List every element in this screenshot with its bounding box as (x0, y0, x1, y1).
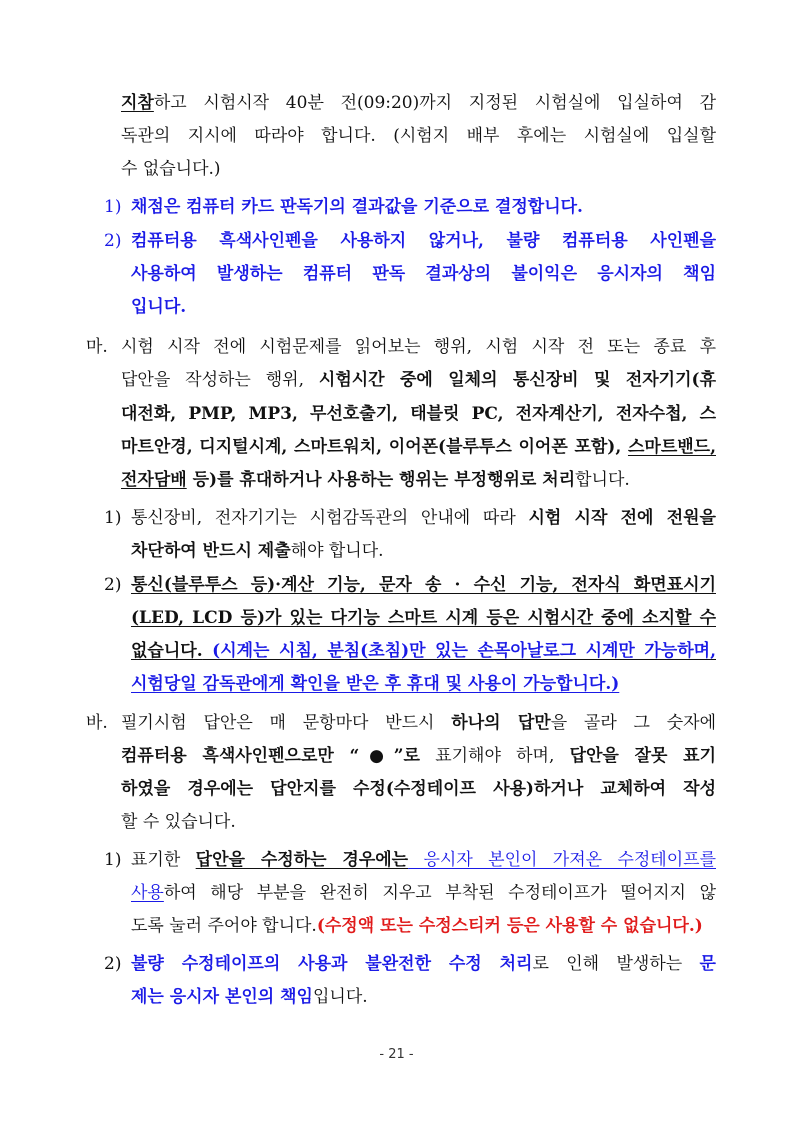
emphasis-text: 마트안경, 디지털시계, 스마트워치, 이어폰(블루투스 이어폰 포함), (121, 437, 628, 457)
ba-sub-2-number: 2) (104, 954, 122, 974)
emphasis-text: 시험 시작 전에 전원을 (528, 508, 716, 528)
intro-line-1 (121, 92, 716, 114)
body-text: 답안을 작성하는 행위, (121, 370, 319, 390)
intro-line-3: 수 없습니다.) (121, 159, 221, 179)
emphasis-text: 하나의 답만 (451, 713, 551, 733)
ba-sub-1-line-3 (131, 915, 703, 937)
item-2-line-2: 사용하여 발생하는 컴퓨터 판독 결과상의 불이익은 응시자의 책임 (131, 264, 716, 284)
item-2-line-1: 컴퓨터용 흑색사인펜을 사용하지 않거나, 불량 컴퓨터용 사인펜을 (131, 231, 716, 251)
intro-line-2: 독관의 지시에 따라야 합니다. (시험지 배부 후에는 시험실에 입실할 (121, 126, 716, 146)
ba-sub-1-line-2 (131, 882, 716, 904)
item-1-text: 채점은 컴퓨터 카드 판독기의 결과값을 기준으로 결정합니다. (131, 197, 583, 217)
body-text: 필기시험 답안은 매 문항마다 반드시 (121, 713, 452, 733)
ma-sub-2-line-1: 통신(블루투스 등)·계산 기능, 문자 송 · 수신 기능, 전자식 화면표시기 (131, 575, 716, 595)
section-ba-line-4: 할 수 있습니다. (121, 812, 236, 832)
notice-text: 사용 (131, 883, 164, 903)
emphasis-text: 등)를 휴대하거나 사용하는 행위는 부정행위로 처리 (186, 470, 576, 490)
section-ba-line-3: 하였을 경우에는 답안지를 수정(수정테이프 사용)하거나 교체하여 작성 (121, 779, 716, 799)
section-ba-line-2 (121, 745, 716, 767)
ba-sub-1-line-1 (131, 849, 716, 871)
body-text: 로 인해 발생하는 (532, 954, 700, 974)
body-text: 하고 시험시작 40분 전(09:20)까지 지정된 시험실에 입실하여 감 (153, 93, 716, 113)
ma-sub-2-line-4: 시험당일 감독관에게 확인을 받은 후 휴대 및 사용이 가능합니다.) (131, 674, 620, 694)
emphasis-text: 지참 (121, 93, 154, 113)
ba-sub-2-line-1 (131, 953, 716, 975)
item-2-line-3: 입니다. (131, 297, 187, 317)
ma-sub-2-line-3 (131, 640, 716, 662)
notice-text: 불량 수정테이프의 사용과 불완전한 수정 처리 (131, 954, 533, 974)
ma-sub-1-number: 1) (104, 508, 122, 528)
section-ma-line-1: 시험 시작 전에 시험문제를 읽어보는 행위, 시험 시작 전 또는 종료 후 (121, 337, 716, 357)
body-text: 해야 합니다. (290, 541, 384, 561)
page-number: - 21 - (379, 1047, 414, 1062)
emphasis-text: 없습니다. (131, 641, 203, 661)
warning-text: (수정액 또는 수정스티커 등은 사용할 수 없습니다.) (316, 916, 703, 936)
emphasis-text: 시험시간 중에 일체의 통신장비 및 전자기기(휴 (318, 370, 716, 390)
ma-sub-1-line-1 (131, 507, 716, 529)
section-ba-line-1 (121, 712, 716, 734)
emphasis-text: 컴퓨터용 흑색사인펜으로만 “●”로 (121, 746, 420, 766)
body-text: 합니다. (575, 470, 630, 490)
underlined-text: 전자담배 (121, 470, 187, 490)
body-text: 을 골라 그 숫자에 (550, 713, 716, 733)
ma-sub-2-line-2: (LED, LCD 등)가 있는 다기능 스마트 시계 등은 시험시간 중에 소지할 수 (131, 608, 716, 628)
underlined-text: 답안을 수정하는 경우에는 (195, 850, 409, 870)
section-ma-line-2 (121, 369, 716, 391)
body-text: 하여 해당 부분을 완전히 지우고 부착된 수정테이프가 떨어지지 않 (163, 883, 716, 903)
notice-text: 제는 응시자 본인의 책임 (131, 987, 313, 1007)
emphasis-text: 답안을 잘못 표기 (569, 746, 716, 766)
section-ma-line-4 (121, 436, 716, 458)
notice-text: 문 (699, 954, 716, 974)
section-ma-marker: 마. (86, 337, 108, 357)
body-text: 통신장비, 전자기기는 시험감독관의 안내에 따라 (131, 508, 529, 528)
section-ma-line-5 (121, 469, 630, 491)
item-2-number: 2) (104, 231, 122, 251)
notice-text: 응시자 본인이 가져온 수정테이프를 (408, 850, 716, 870)
underlined-text: 스마트밴드, (627, 437, 716, 457)
ba-sub-1-number: 1) (104, 850, 122, 870)
body-text: 표기해야 하며, (419, 746, 570, 766)
section-ma-line-3: 대전화, PMP, MP3, 무선호출기, 태블릿 PC, 전자계산기, 전자수첩, 스 (121, 404, 716, 424)
ba-sub-2-line-2 (131, 986, 368, 1008)
notice-text: (시계는 시침, 분침(초침)만 있는 손목아날로그 시계만 가능하며, (202, 641, 716, 661)
body-text: 표기한 (131, 850, 196, 870)
emphasis-text: 차단하여 반드시 제출 (131, 541, 291, 561)
item-1-number: 1) (104, 197, 122, 217)
section-ba-marker: 바. (86, 713, 108, 733)
ma-sub-1-line-2 (131, 540, 384, 562)
ma-sub-2-number: 2) (104, 575, 122, 595)
body-text: 입니다. (312, 987, 368, 1007)
body-text: 도록 눌러 주어야 합니다. (131, 916, 317, 936)
